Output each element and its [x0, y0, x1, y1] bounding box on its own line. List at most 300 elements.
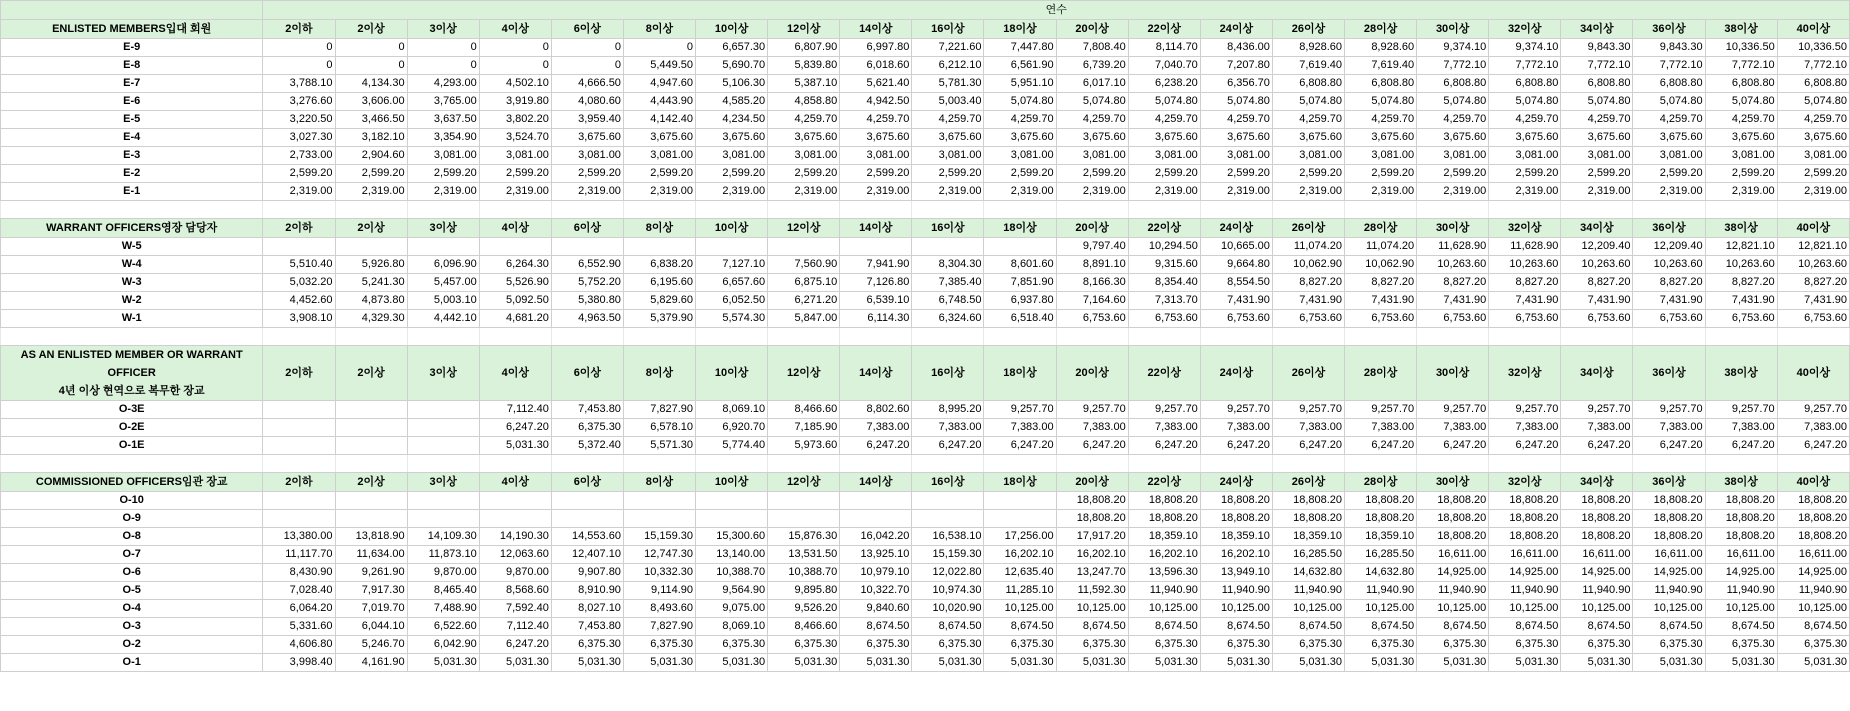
- pay-cell[interactable]: [696, 510, 768, 528]
- pay-cell[interactable]: 6,064.20: [263, 600, 335, 618]
- pay-cell[interactable]: 3,081.00: [1489, 147, 1561, 165]
- pay-cell[interactable]: 14,190.30: [479, 528, 551, 546]
- pay-cell[interactable]: [840, 238, 912, 256]
- pay-cell[interactable]: 6,017.10: [1056, 75, 1128, 93]
- pay-cell[interactable]: 6,739.20: [1056, 57, 1128, 75]
- pay-cell[interactable]: 6,375.30: [1200, 636, 1272, 654]
- pay-cell[interactable]: 4,259.70: [1777, 111, 1849, 129]
- empty-cell[interactable]: [768, 201, 840, 219]
- column-header[interactable]: 2이하: [263, 346, 335, 401]
- pay-cell[interactable]: 5,031.30: [1200, 654, 1272, 672]
- column-header[interactable]: 4이상: [479, 346, 551, 401]
- pay-cell[interactable]: [696, 492, 768, 510]
- pay-cell[interactable]: 17,917.20: [1056, 528, 1128, 546]
- pay-cell[interactable]: 18,808.20: [1705, 510, 1777, 528]
- pay-cell[interactable]: [912, 238, 984, 256]
- column-header[interactable]: 22이상: [1128, 219, 1200, 238]
- pay-cell[interactable]: [407, 510, 479, 528]
- pay-cell[interactable]: 9,797.40: [1056, 238, 1128, 256]
- empty-cell[interactable]: [335, 455, 407, 473]
- pay-cell[interactable]: 14,925.00: [1705, 564, 1777, 582]
- pay-cell[interactable]: 7,772.10: [1489, 57, 1561, 75]
- empty-cell[interactable]: [335, 201, 407, 219]
- pay-cell[interactable]: 3,081.00: [407, 147, 479, 165]
- pay-cell[interactable]: 8,466.60: [768, 618, 840, 636]
- pay-cell[interactable]: 4,329.30: [335, 310, 407, 328]
- column-header[interactable]: 8이상: [623, 473, 695, 492]
- pay-cell[interactable]: 10,125.00: [984, 600, 1056, 618]
- column-header[interactable]: 36이상: [1633, 346, 1705, 401]
- pay-cell[interactable]: 6,247.20: [1561, 437, 1633, 455]
- pay-cell[interactable]: 6,044.10: [335, 618, 407, 636]
- pay-cell[interactable]: 2,319.00: [912, 183, 984, 201]
- pay-cell[interactable]: [479, 492, 551, 510]
- pay-cell[interactable]: 6,578.10: [623, 419, 695, 437]
- pay-cell[interactable]: 10,125.00: [1345, 600, 1417, 618]
- pay-cell[interactable]: 4,293.00: [407, 75, 479, 93]
- column-header[interactable]: 3이상: [407, 219, 479, 238]
- pay-cell[interactable]: 7,221.60: [912, 39, 984, 57]
- column-header[interactable]: 28이상: [1345, 473, 1417, 492]
- pay-cell[interactable]: 6,375.30: [623, 636, 695, 654]
- column-header[interactable]: 26이상: [1272, 473, 1344, 492]
- pay-cell[interactable]: 8,114.70: [1128, 39, 1200, 57]
- pay-cell[interactable]: 6,753.60: [1345, 310, 1417, 328]
- pay-cell[interactable]: 5,092.50: [479, 292, 551, 310]
- pay-cell[interactable]: 7,592.40: [479, 600, 551, 618]
- column-header[interactable]: 8이상: [623, 346, 695, 401]
- rank-cell[interactable]: E-1: [1, 183, 263, 201]
- pay-cell[interactable]: 14,925.00: [1489, 564, 1561, 582]
- pay-cell[interactable]: [479, 238, 551, 256]
- pay-cell[interactable]: [551, 238, 623, 256]
- pay-cell[interactable]: 18,359.10: [1128, 528, 1200, 546]
- pay-cell[interactable]: 4,681.20: [479, 310, 551, 328]
- pay-cell[interactable]: 8,466.60: [768, 401, 840, 419]
- pay-cell[interactable]: [623, 510, 695, 528]
- pay-cell[interactable]: 10,388.70: [696, 564, 768, 582]
- pay-cell[interactable]: 6,247.20: [1056, 437, 1128, 455]
- pay-cell[interactable]: 5,690.70: [696, 57, 768, 75]
- pay-cell[interactable]: 5,074.80: [1272, 93, 1344, 111]
- pay-cell[interactable]: 4,502.10: [479, 75, 551, 93]
- pay-cell[interactable]: 3,959.40: [551, 111, 623, 129]
- column-header[interactable]: 20이상: [1056, 346, 1128, 401]
- empty-cell[interactable]: [1417, 328, 1489, 346]
- years-header[interactable]: 연수: [263, 1, 1850, 20]
- pay-cell[interactable]: 3,081.00: [1561, 147, 1633, 165]
- empty-cell[interactable]: [1, 201, 263, 219]
- pay-cell[interactable]: 5,031.30: [1705, 654, 1777, 672]
- pay-cell[interactable]: 6,264.30: [479, 256, 551, 274]
- pay-cell[interactable]: 6,052.50: [696, 292, 768, 310]
- pay-cell[interactable]: 7,431.90: [1561, 292, 1633, 310]
- pay-cell[interactable]: 5,571.30: [623, 437, 695, 455]
- empty-cell[interactable]: [1561, 455, 1633, 473]
- pay-cell[interactable]: 5,074.80: [1561, 93, 1633, 111]
- pay-cell[interactable]: 9,870.00: [479, 564, 551, 582]
- pay-cell[interactable]: 2,319.00: [1777, 183, 1849, 201]
- column-header[interactable]: 38이상: [1705, 20, 1777, 39]
- pay-cell[interactable]: 16,202.10: [984, 546, 1056, 564]
- pay-cell[interactable]: 18,808.20: [1777, 528, 1849, 546]
- pay-cell[interactable]: 18,808.20: [1128, 510, 1200, 528]
- pay-cell[interactable]: 3,081.00: [696, 147, 768, 165]
- pay-cell[interactable]: 9,843.30: [1633, 39, 1705, 57]
- pay-cell[interactable]: 9,895.80: [768, 582, 840, 600]
- pay-cell[interactable]: 5,031.30: [1777, 654, 1849, 672]
- pay-cell[interactable]: 5,380.80: [551, 292, 623, 310]
- pay-cell[interactable]: 9,257.70: [1200, 401, 1272, 419]
- pay-cell[interactable]: 6,324.60: [912, 310, 984, 328]
- pay-cell[interactable]: 13,140.00: [696, 546, 768, 564]
- pay-cell[interactable]: 9,374.10: [1417, 39, 1489, 57]
- pay-cell[interactable]: 9,257.70: [1417, 401, 1489, 419]
- pay-cell[interactable]: 4,942.50: [840, 93, 912, 111]
- pay-cell[interactable]: 8,674.50: [1777, 618, 1849, 636]
- pay-cell[interactable]: 6,271.20: [768, 292, 840, 310]
- pay-cell[interactable]: 7,431.90: [1417, 292, 1489, 310]
- pay-cell[interactable]: 10,665.00: [1200, 238, 1272, 256]
- pay-cell[interactable]: 9,257.70: [1633, 401, 1705, 419]
- pay-cell[interactable]: 6,247.20: [1200, 437, 1272, 455]
- pay-cell[interactable]: 2,319.00: [263, 183, 335, 201]
- pay-cell[interactable]: 4,259.70: [912, 111, 984, 129]
- pay-cell[interactable]: 11,634.00: [335, 546, 407, 564]
- pay-cell[interactable]: [551, 492, 623, 510]
- pay-cell[interactable]: 7,447.80: [984, 39, 1056, 57]
- empty-cell[interactable]: [551, 455, 623, 473]
- pay-cell[interactable]: 5,074.80: [984, 93, 1056, 111]
- pay-cell[interactable]: 13,596.30: [1128, 564, 1200, 582]
- pay-cell[interactable]: 7,851.90: [984, 274, 1056, 292]
- pay-cell[interactable]: 3,081.00: [1272, 147, 1344, 165]
- pay-cell[interactable]: 10,125.00: [1056, 600, 1128, 618]
- pay-cell[interactable]: 13,925.10: [840, 546, 912, 564]
- pay-cell[interactable]: 3,081.00: [1345, 147, 1417, 165]
- pay-cell[interactable]: [840, 510, 912, 528]
- pay-cell[interactable]: 3,276.60: [263, 93, 335, 111]
- pay-cell[interactable]: [263, 437, 335, 455]
- pay-cell[interactable]: 8,674.50: [840, 618, 912, 636]
- pay-cell[interactable]: [335, 401, 407, 419]
- pay-cell[interactable]: 6,247.20: [479, 419, 551, 437]
- pay-cell[interactable]: 16,538.10: [912, 528, 984, 546]
- column-header[interactable]: 36이상: [1633, 219, 1705, 238]
- pay-cell[interactable]: [335, 510, 407, 528]
- rank-cell[interactable]: W-3: [1, 274, 263, 292]
- pay-cell[interactable]: 5,074.80: [1705, 93, 1777, 111]
- pay-cell[interactable]: 2,599.20: [479, 165, 551, 183]
- pay-cell[interactable]: 9,075.00: [696, 600, 768, 618]
- pay-cell[interactable]: 3,081.00: [1633, 147, 1705, 165]
- pay-cell[interactable]: 6,375.30: [1777, 636, 1849, 654]
- rank-cell[interactable]: E-3: [1, 147, 263, 165]
- pay-cell[interactable]: 8,166.30: [1056, 274, 1128, 292]
- section-title[interactable]: [1, 346, 263, 401]
- pay-cell[interactable]: 18,808.20: [1417, 510, 1489, 528]
- pay-cell[interactable]: 9,664.80: [1200, 256, 1272, 274]
- pay-cell[interactable]: 3,675.60: [1056, 129, 1128, 147]
- pay-cell[interactable]: 8,674.50: [1489, 618, 1561, 636]
- empty-cell[interactable]: [1345, 328, 1417, 346]
- pay-cell[interactable]: 5,457.00: [407, 274, 479, 292]
- rank-cell[interactable]: W-2: [1, 292, 263, 310]
- pay-cell[interactable]: 9,564.90: [696, 582, 768, 600]
- pay-cell[interactable]: 5,031.30: [551, 654, 623, 672]
- pay-cell[interactable]: 2,319.00: [840, 183, 912, 201]
- rank-cell[interactable]: O-4: [1, 600, 263, 618]
- pay-cell[interactable]: [407, 492, 479, 510]
- pay-cell[interactable]: 5,074.80: [1489, 93, 1561, 111]
- pay-cell[interactable]: 6,375.30: [984, 636, 1056, 654]
- pay-cell[interactable]: 16,611.00: [1777, 546, 1849, 564]
- pay-cell[interactable]: 6,808.80: [1561, 75, 1633, 93]
- pay-cell[interactable]: 4,259.70: [1272, 111, 1344, 129]
- pay-cell[interactable]: 7,127.10: [696, 256, 768, 274]
- pay-cell[interactable]: 10,979.10: [840, 564, 912, 582]
- pay-cell[interactable]: 10,336.50: [1705, 39, 1777, 57]
- pay-cell[interactable]: 6,808.80: [1272, 75, 1344, 93]
- empty-cell[interactable]: [1200, 201, 1272, 219]
- pay-cell[interactable]: 7,383.00: [1200, 419, 1272, 437]
- pay-cell[interactable]: 3,081.00: [984, 147, 1056, 165]
- rank-cell[interactable]: O-1E: [1, 437, 263, 455]
- pay-cell[interactable]: 8,493.60: [623, 600, 695, 618]
- column-header[interactable]: 2이상: [335, 473, 407, 492]
- pay-cell[interactable]: 11,940.90: [1777, 582, 1849, 600]
- column-header[interactable]: 2이하: [263, 473, 335, 492]
- column-header[interactable]: 16이상: [912, 20, 984, 39]
- column-header[interactable]: 18이상: [984, 346, 1056, 401]
- pay-cell[interactable]: 6,753.60: [1489, 310, 1561, 328]
- pay-cell[interactable]: 4,947.60: [623, 75, 695, 93]
- pay-cell[interactable]: 3,182.10: [335, 129, 407, 147]
- pay-cell[interactable]: [335, 437, 407, 455]
- pay-cell[interactable]: 7,383.00: [840, 419, 912, 437]
- pay-cell[interactable]: [912, 510, 984, 528]
- pay-cell[interactable]: 18,808.20: [1561, 528, 1633, 546]
- pay-cell[interactable]: 2,599.20: [1489, 165, 1561, 183]
- pay-cell[interactable]: 14,553.60: [551, 528, 623, 546]
- column-header[interactable]: 4이상: [479, 219, 551, 238]
- pay-cell[interactable]: 8,928.60: [1272, 39, 1344, 57]
- pay-cell[interactable]: 5,847.00: [768, 310, 840, 328]
- pay-cell[interactable]: 3,998.40: [263, 654, 335, 672]
- pay-cell[interactable]: 18,808.20: [1128, 492, 1200, 510]
- pay-cell[interactable]: 6,753.60: [1705, 310, 1777, 328]
- column-header[interactable]: 6이상: [551, 473, 623, 492]
- column-header[interactable]: 34이상: [1561, 219, 1633, 238]
- pay-cell[interactable]: 18,808.20: [1056, 510, 1128, 528]
- pay-cell[interactable]: [335, 238, 407, 256]
- column-header[interactable]: 34이상: [1561, 346, 1633, 401]
- pay-cell[interactable]: 18,808.20: [1561, 510, 1633, 528]
- empty-cell[interactable]: [1200, 328, 1272, 346]
- pay-cell[interactable]: [335, 419, 407, 437]
- pay-cell[interactable]: 18,808.20: [1489, 510, 1561, 528]
- pay-cell[interactable]: 10,263.60: [1633, 256, 1705, 274]
- pay-cell[interactable]: 2,319.00: [984, 183, 1056, 201]
- pay-cell[interactable]: 6,808.80: [1777, 75, 1849, 93]
- rank-cell[interactable]: O-10: [1, 492, 263, 510]
- pay-cell[interactable]: 2,319.00: [1489, 183, 1561, 201]
- pay-cell[interactable]: 11,940.90: [1417, 582, 1489, 600]
- pay-cell[interactable]: 3,919.80: [479, 93, 551, 111]
- pay-cell[interactable]: 5,031.30: [696, 654, 768, 672]
- pay-cell[interactable]: 5,574.30: [696, 310, 768, 328]
- pay-cell[interactable]: 4,134.30: [335, 75, 407, 93]
- pay-cell[interactable]: 8,827.20: [1345, 274, 1417, 292]
- pay-cell[interactable]: 5,106.30: [696, 75, 768, 93]
- pay-cell[interactable]: 4,585.20: [696, 93, 768, 111]
- empty-cell[interactable]: [912, 455, 984, 473]
- pay-cell[interactable]: 5,031.30: [1056, 654, 1128, 672]
- empty-cell[interactable]: [407, 201, 479, 219]
- pay-cell[interactable]: 6,657.60: [696, 274, 768, 292]
- column-header[interactable]: 26이상: [1272, 20, 1344, 39]
- column-header[interactable]: 30이상: [1417, 219, 1489, 238]
- column-header[interactable]: 36이상: [1633, 20, 1705, 39]
- column-header[interactable]: 38이상: [1705, 473, 1777, 492]
- pay-cell[interactable]: 15,159.30: [912, 546, 984, 564]
- rank-cell[interactable]: W-4: [1, 256, 263, 274]
- pay-cell[interactable]: 14,925.00: [1561, 564, 1633, 582]
- empty-cell[interactable]: [1, 328, 263, 346]
- pay-cell[interactable]: 3,675.60: [623, 129, 695, 147]
- pay-cell[interactable]: 16,285.50: [1345, 546, 1417, 564]
- pay-cell[interactable]: 10,125.00: [1777, 600, 1849, 618]
- pay-cell[interactable]: 10,263.60: [1777, 256, 1849, 274]
- pay-cell[interactable]: 11,873.10: [407, 546, 479, 564]
- pay-cell[interactable]: 18,808.20: [1633, 510, 1705, 528]
- empty-cell[interactable]: [479, 201, 551, 219]
- empty-cell[interactable]: [263, 201, 335, 219]
- pay-cell[interactable]: 3,675.60: [1705, 129, 1777, 147]
- column-header[interactable]: 20이상: [1056, 20, 1128, 39]
- column-header[interactable]: 12이상: [768, 473, 840, 492]
- pay-cell[interactable]: 6,247.20: [840, 437, 912, 455]
- rank-cell[interactable]: O-7: [1, 546, 263, 564]
- pay-cell[interactable]: 8,674.50: [1417, 618, 1489, 636]
- pay-cell[interactable]: 5,003.40: [912, 93, 984, 111]
- pay-cell[interactable]: 13,247.70: [1056, 564, 1128, 582]
- pay-cell[interactable]: 10,062.90: [1272, 256, 1344, 274]
- empty-cell[interactable]: [1777, 328, 1849, 346]
- pay-cell[interactable]: 6,375.30: [1417, 636, 1489, 654]
- pay-cell[interactable]: 2,599.20: [551, 165, 623, 183]
- pay-cell[interactable]: 4,873.80: [335, 292, 407, 310]
- pay-cell[interactable]: 6,375.30: [1056, 636, 1128, 654]
- pay-cell[interactable]: 2,319.00: [551, 183, 623, 201]
- pay-cell[interactable]: 5,031.30: [1128, 654, 1200, 672]
- pay-cell[interactable]: 5,031.30: [1561, 654, 1633, 672]
- column-header[interactable]: 34이상: [1561, 473, 1633, 492]
- column-header[interactable]: 10이상: [696, 346, 768, 401]
- pay-cell[interactable]: 6,753.60: [1561, 310, 1633, 328]
- column-header[interactable]: 16이상: [912, 473, 984, 492]
- pay-cell[interactable]: 4,259.70: [1056, 111, 1128, 129]
- pay-cell[interactable]: 7,383.00: [1561, 419, 1633, 437]
- pay-cell[interactable]: 6,195.60: [623, 274, 695, 292]
- pay-cell[interactable]: 2,599.20: [1200, 165, 1272, 183]
- pay-cell[interactable]: 12,821.10: [1705, 238, 1777, 256]
- pay-cell[interactable]: 6,247.20: [912, 437, 984, 455]
- pay-cell[interactable]: [263, 401, 335, 419]
- pay-cell[interactable]: 6,808.80: [1489, 75, 1561, 93]
- column-header[interactable]: 2이상: [335, 346, 407, 401]
- column-header[interactable]: 22이상: [1128, 346, 1200, 401]
- column-header[interactable]: 6이상: [551, 20, 623, 39]
- empty-cell[interactable]: [623, 328, 695, 346]
- pay-cell[interactable]: 7,827.90: [623, 618, 695, 636]
- pay-cell[interactable]: 16,202.10: [1200, 546, 1272, 564]
- pay-cell[interactable]: [768, 510, 840, 528]
- pay-cell[interactable]: 8,674.50: [1561, 618, 1633, 636]
- pay-cell[interactable]: 6,247.20: [1489, 437, 1561, 455]
- pay-cell[interactable]: 8,069.10: [696, 618, 768, 636]
- pay-cell[interactable]: 8,304.30: [912, 256, 984, 274]
- empty-cell[interactable]: [479, 328, 551, 346]
- pay-cell[interactable]: 4,259.70: [1200, 111, 1272, 129]
- pay-cell[interactable]: 7,431.90: [1200, 292, 1272, 310]
- pay-cell[interactable]: 3,675.60: [551, 129, 623, 147]
- pay-cell[interactable]: 12,821.10: [1777, 238, 1849, 256]
- pay-cell[interactable]: 9,315.60: [1128, 256, 1200, 274]
- pay-cell[interactable]: 7,383.00: [1705, 419, 1777, 437]
- pay-cell[interactable]: 10,020.90: [912, 600, 984, 618]
- pay-cell[interactable]: 3,675.60: [1633, 129, 1705, 147]
- pay-cell[interactable]: 18,808.20: [1489, 492, 1561, 510]
- pay-cell[interactable]: 7,126.80: [840, 274, 912, 292]
- pay-cell[interactable]: 10,332.30: [623, 564, 695, 582]
- pay-cell[interactable]: 6,247.20: [1417, 437, 1489, 455]
- pay-cell[interactable]: 8,674.50: [1200, 618, 1272, 636]
- pay-cell[interactable]: 6,522.60: [407, 618, 479, 636]
- pay-cell[interactable]: 14,109.30: [407, 528, 479, 546]
- column-header[interactable]: 36이상: [1633, 473, 1705, 492]
- pay-cell[interactable]: 4,858.80: [768, 93, 840, 111]
- empty-cell[interactable]: [1633, 201, 1705, 219]
- pay-cell[interactable]: 8,827.20: [1633, 274, 1705, 292]
- column-header[interactable]: 2이상: [335, 219, 407, 238]
- pay-cell[interactable]: 0: [407, 39, 479, 57]
- pay-cell[interactable]: [407, 437, 479, 455]
- column-header[interactable]: 6이상: [551, 346, 623, 401]
- empty-cell[interactable]: [407, 328, 479, 346]
- pay-cell[interactable]: 3,675.60: [1777, 129, 1849, 147]
- rank-cell[interactable]: O-6: [1, 564, 263, 582]
- pay-cell[interactable]: 11,940.90: [1200, 582, 1272, 600]
- pay-cell[interactable]: 2,319.00: [335, 183, 407, 201]
- rank-cell[interactable]: E-2: [1, 165, 263, 183]
- pay-cell[interactable]: 6,375.30: [768, 636, 840, 654]
- pay-cell[interactable]: 12,022.80: [912, 564, 984, 582]
- empty-cell[interactable]: [1128, 201, 1200, 219]
- pay-cell[interactable]: 4,606.80: [263, 636, 335, 654]
- pay-cell[interactable]: 5,074.80: [1777, 93, 1849, 111]
- pay-cell[interactable]: 0: [551, 39, 623, 57]
- rank-cell[interactable]: E-7: [1, 75, 263, 93]
- pay-cell[interactable]: 3,081.00: [1056, 147, 1128, 165]
- pay-cell[interactable]: [263, 510, 335, 528]
- column-header[interactable]: 20이상: [1056, 219, 1128, 238]
- pay-cell[interactable]: 14,925.00: [1633, 564, 1705, 582]
- pay-cell[interactable]: 9,257.70: [1561, 401, 1633, 419]
- pay-cell[interactable]: 9,257.70: [1128, 401, 1200, 419]
- pay-cell[interactable]: 0: [335, 39, 407, 57]
- pay-cell[interactable]: 16,202.10: [1056, 546, 1128, 564]
